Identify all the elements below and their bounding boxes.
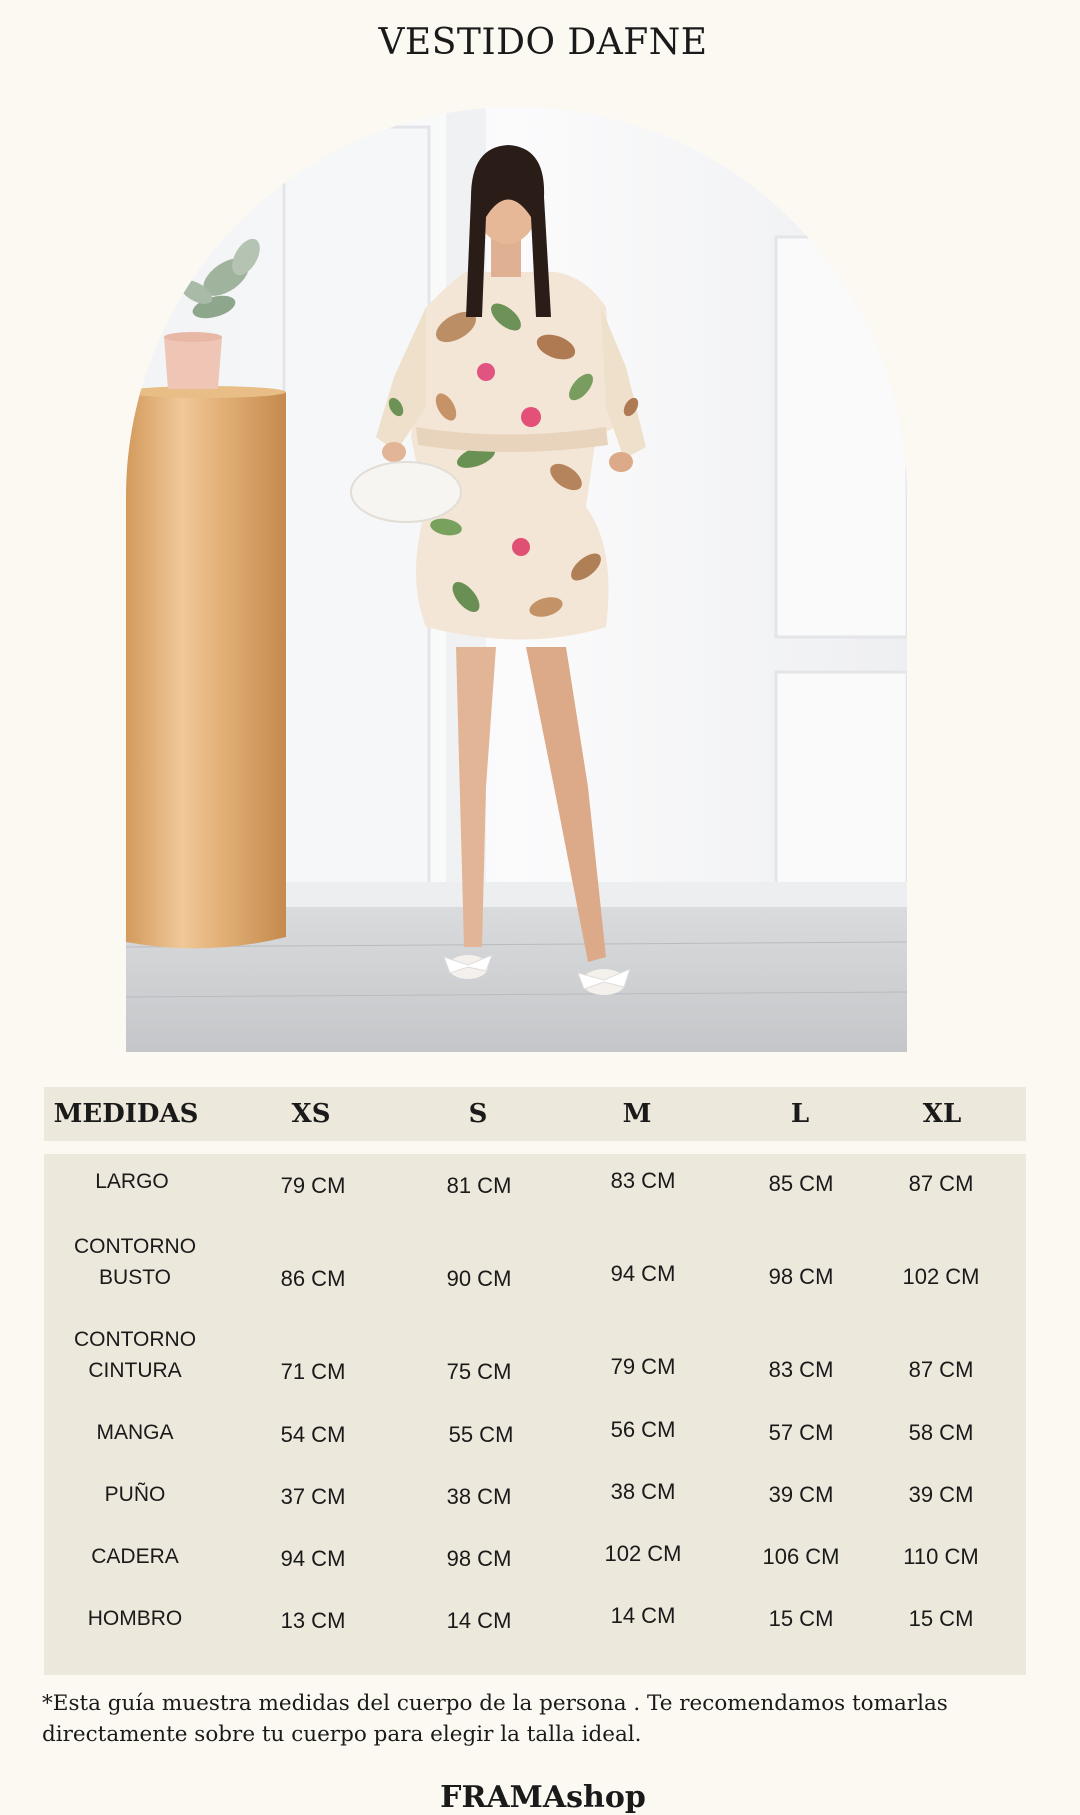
size-guide-note: *Esta guía muestra medidas del cuerpo de la persona . Te recomendamos tomarlas directamente sobre tu cuerpo para elegir la talla ideal.: [42, 1691, 948, 1747]
header-m: M: [622, 1099, 652, 1129]
table-cell: 37 CM: [280, 1484, 346, 1509]
table-cell: 110 CM: [903, 1544, 979, 1569]
table-cell: 87 CM: [908, 1357, 974, 1382]
table-cell: 86 CM: [280, 1266, 346, 1291]
table-cell: 58 CM: [908, 1420, 974, 1445]
page-title: VESTIDO DAFNE: [378, 22, 708, 63]
product-photo: [126, 107, 907, 1052]
header-l: L: [790, 1099, 810, 1129]
header-xs: XS: [291, 1099, 331, 1129]
table-cell: 75 CM: [446, 1359, 512, 1384]
table-cell: 85 CM: [768, 1171, 834, 1196]
table-cell: 56 CM: [610, 1417, 676, 1442]
size-table: [44, 1154, 1026, 1675]
model-illustration: [126, 107, 907, 1052]
table-cell: 94 CM: [610, 1261, 676, 1286]
table-cell: 14 CM: [610, 1603, 676, 1628]
table-cell: 90 CM: [446, 1266, 512, 1291]
row-label-largo: LARGO: [95, 1170, 169, 1193]
table-cell: 106 CM: [762, 1544, 840, 1569]
size-table-header: [44, 1087, 1026, 1141]
row-label-contorno-busto: CONTORNO BUSTO: [73, 1235, 197, 1289]
table-cell: 83 CM: [768, 1357, 834, 1382]
row-label-cadera: CADERA: [91, 1545, 179, 1568]
table-cell: 102 CM: [902, 1264, 980, 1289]
header-s: S: [468, 1099, 488, 1129]
table-cell: 39 CM: [768, 1482, 834, 1507]
table-cell: 38 CM: [610, 1479, 676, 1504]
table-cell: 57 CM: [768, 1420, 834, 1445]
table-cell: 81 CM: [446, 1173, 512, 1198]
table-cell: 38 CM: [446, 1484, 512, 1509]
table-cell: 79 CM: [610, 1354, 676, 1379]
header-xl: XL: [922, 1099, 962, 1129]
row-label-puno: PUÑO: [104, 1483, 166, 1506]
table-cell: 13 CM: [280, 1608, 346, 1633]
table-cell: 14 CM: [446, 1608, 512, 1633]
table-cell: 102 CM: [604, 1541, 682, 1566]
table-cell: 71 CM: [280, 1359, 346, 1384]
table-cell: 98 CM: [446, 1546, 512, 1571]
table-cell: 54 CM: [280, 1422, 346, 1447]
table-cell: 94 CM: [280, 1546, 346, 1571]
table-cell: 15 CM: [908, 1606, 974, 1631]
row-label-contorno-cintura: CONTORNO CINTURA: [73, 1328, 197, 1382]
table-cell: 79 CM: [280, 1173, 346, 1198]
table-cell: 39 CM: [908, 1482, 974, 1507]
table-cell: 15 CM: [768, 1606, 834, 1631]
header-medidas: MEDIDAS: [53, 1099, 199, 1129]
table-cell: 87 CM: [908, 1171, 974, 1196]
table-cell: 83 CM: [610, 1168, 676, 1193]
row-label-hombro: HOMBRO: [87, 1607, 183, 1630]
row-label-manga: MANGA: [96, 1421, 174, 1444]
table-cell: 55 CM: [448, 1422, 514, 1447]
brand-name: FRAMAshop: [440, 1780, 646, 1815]
table-cell: 98 CM: [768, 1264, 834, 1289]
